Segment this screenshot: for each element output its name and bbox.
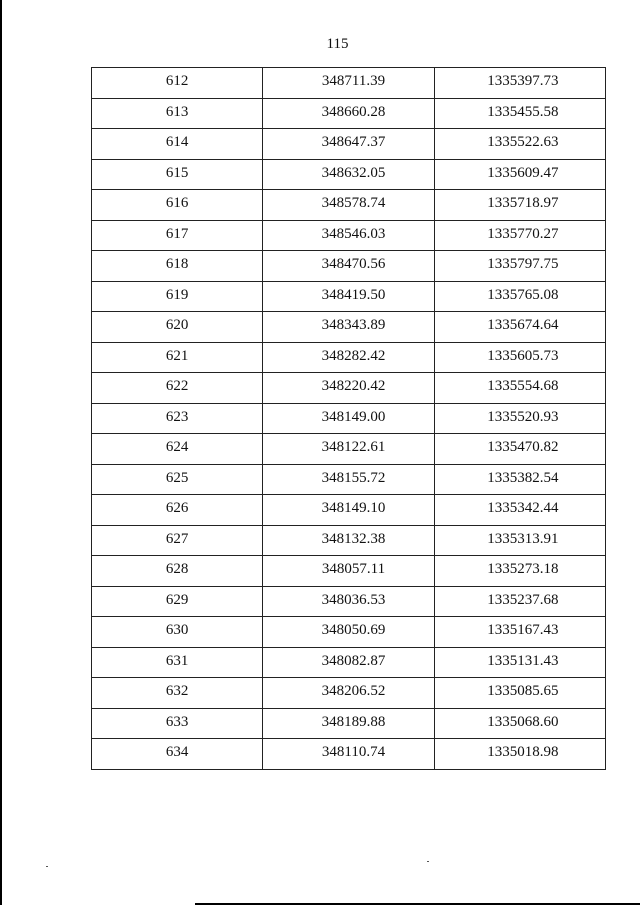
- y-coordinate-cell: 1335605.73: [434, 342, 605, 373]
- point-number-cell: 618: [92, 251, 263, 282]
- table-row: [92, 464, 606, 495]
- point-number-cell: 632: [92, 678, 263, 709]
- table-row: [92, 342, 606, 373]
- point-number-cell: 624: [92, 434, 263, 465]
- y-coordinate-cell: 1335068.60: [434, 708, 605, 739]
- y-coordinate-cell: 1335237.68: [434, 586, 605, 617]
- y-coordinate-cell: 1335609.47: [434, 159, 605, 190]
- page-number: 115: [326, 36, 349, 52]
- point-number-cell: 626: [92, 495, 263, 526]
- point-number-cell: 621: [92, 342, 263, 373]
- x-coordinate-cell: 348578.74: [263, 190, 434, 221]
- y-coordinate-cell: 1335382.54: [434, 464, 605, 495]
- y-coordinate-cell: 1335018.98: [434, 739, 605, 770]
- x-coordinate-cell: 348057.11: [263, 556, 434, 587]
- table-row: [92, 586, 606, 617]
- table-row: [92, 647, 606, 678]
- x-coordinate-cell: 348546.03: [263, 220, 434, 251]
- y-coordinate-cell: 1335313.91: [434, 525, 605, 556]
- table-row: [92, 281, 606, 312]
- point-number-cell: 628: [92, 556, 263, 587]
- y-coordinate-cell: 1335085.65: [434, 678, 605, 709]
- scan-speck: [427, 861, 429, 862]
- coordinate-table: [91, 67, 606, 770]
- y-coordinate-cell: 1335167.43: [434, 617, 605, 648]
- table-row: [92, 708, 606, 739]
- point-number-cell: 623: [92, 403, 263, 434]
- y-coordinate-cell: 1335273.18: [434, 556, 605, 587]
- point-number-cell: 630: [92, 617, 263, 648]
- x-coordinate-cell: 348632.05: [263, 159, 434, 190]
- x-coordinate-cell: 348206.52: [263, 678, 434, 709]
- y-coordinate-cell: 1335718.97: [434, 190, 605, 221]
- x-coordinate-cell: 348132.38: [263, 525, 434, 556]
- y-coordinate-cell: 1335397.73: [434, 68, 605, 99]
- table-row: [92, 190, 606, 221]
- y-coordinate-cell: 1335674.64: [434, 312, 605, 343]
- x-coordinate-cell: 348149.00: [263, 403, 434, 434]
- x-coordinate-cell: 348647.37: [263, 129, 434, 160]
- point-number-cell: 617: [92, 220, 263, 251]
- x-coordinate-cell: 348343.89: [263, 312, 434, 343]
- table-row: [92, 159, 606, 190]
- y-coordinate-cell: 1335765.08: [434, 281, 605, 312]
- x-coordinate-cell: 348282.42: [263, 342, 434, 373]
- x-coordinate-cell: 348050.69: [263, 617, 434, 648]
- x-coordinate-cell: 348220.42: [263, 373, 434, 404]
- x-coordinate-cell: 348110.74: [263, 739, 434, 770]
- point-number-cell: 613: [92, 98, 263, 129]
- table-row: [92, 129, 606, 160]
- x-coordinate-cell: 348082.87: [263, 647, 434, 678]
- point-number-cell: 622: [92, 373, 263, 404]
- point-number-cell: 612: [92, 68, 263, 99]
- table-row: [92, 525, 606, 556]
- y-coordinate-cell: 1335522.63: [434, 129, 605, 160]
- table-row: [92, 312, 606, 343]
- point-number-cell: 614: [92, 129, 263, 160]
- x-coordinate-cell: 348470.56: [263, 251, 434, 282]
- x-coordinate-cell: 348660.28: [263, 98, 434, 129]
- table-row: [92, 251, 606, 282]
- table-row: [92, 373, 606, 404]
- scan-speck: [46, 866, 48, 867]
- y-coordinate-cell: 1335455.58: [434, 98, 605, 129]
- y-coordinate-cell: 1335131.43: [434, 647, 605, 678]
- scan-left-edge: [0, 0, 2, 905]
- table-row: [92, 678, 606, 709]
- point-number-cell: 634: [92, 739, 263, 770]
- point-number-cell: 616: [92, 190, 263, 221]
- table-row: [92, 68, 606, 99]
- x-coordinate-cell: 348149.10: [263, 495, 434, 526]
- x-coordinate-cell: 348419.50: [263, 281, 434, 312]
- y-coordinate-cell: 1335520.93: [434, 403, 605, 434]
- y-coordinate-cell: 1335797.75: [434, 251, 605, 282]
- y-coordinate-cell: 1335770.27: [434, 220, 605, 251]
- point-number-cell: 631: [92, 647, 263, 678]
- x-coordinate-cell: 348122.61: [263, 434, 434, 465]
- x-coordinate-cell: 348036.53: [263, 586, 434, 617]
- y-coordinate-cell: 1335554.68: [434, 373, 605, 404]
- x-coordinate-cell: 348189.88: [263, 708, 434, 739]
- table-row: [92, 434, 606, 465]
- y-coordinate-cell: 1335342.44: [434, 495, 605, 526]
- point-number-cell: 633: [92, 708, 263, 739]
- coordinate-table-body: [92, 68, 606, 770]
- point-number-cell: 625: [92, 464, 263, 495]
- y-coordinate-cell: 1335470.82: [434, 434, 605, 465]
- table-row: [92, 98, 606, 129]
- point-number-cell: 619: [92, 281, 263, 312]
- point-number-cell: 620: [92, 312, 263, 343]
- table-row: [92, 403, 606, 434]
- point-number-cell: 629: [92, 586, 263, 617]
- point-number-cell: 627: [92, 525, 263, 556]
- x-coordinate-cell: 348155.72: [263, 464, 434, 495]
- x-coordinate-cell: 348711.39: [263, 68, 434, 99]
- table-row: [92, 495, 606, 526]
- table-row: [92, 556, 606, 587]
- table-row: [92, 739, 606, 770]
- table-row: [92, 617, 606, 648]
- table-row: [92, 220, 606, 251]
- point-number-cell: 615: [92, 159, 263, 190]
